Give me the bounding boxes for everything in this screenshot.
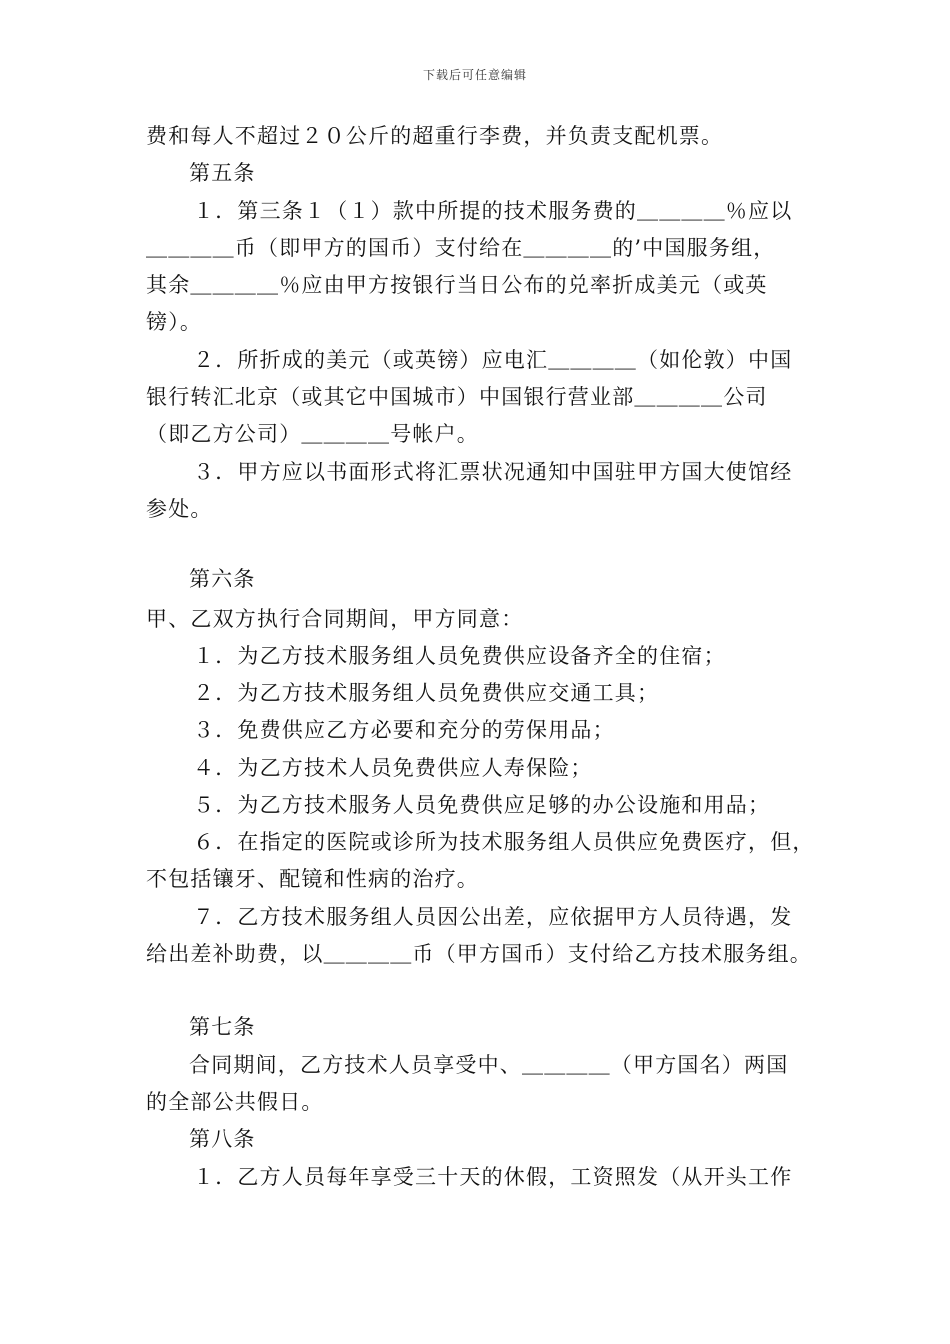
text-line: ３．甲方应以书面形式将汇票状况通知中国驻甲方国大使馆经	[193, 460, 793, 484]
article-heading: 第七条	[189, 1015, 256, 1039]
text-line: 合同期间，乙方技术人员享受中、＿＿＿＿（甲方国名）两国	[189, 1053, 789, 1077]
text-line: ７．乙方技术服务组人员因公出差，应依据甲方人员待遇，发	[193, 905, 793, 929]
text-line: 银行转汇北京（或其它中国城市）中国银行营业部＿＿＿＿公司	[146, 385, 768, 409]
text-line: 其余＿＿＿＿％应由甲方按银行当日公布的兑率折成美元（或英	[146, 273, 768, 297]
text-line: １．乙方人员每年享受三十天的休假，工资照发（从开头工作	[193, 1165, 793, 1189]
text-line: ５．为乙方技术服务人员免费供应足够的办公设施和用品；	[193, 793, 771, 817]
text-line: （即乙方公司）＿＿＿＿号帐户。	[146, 422, 479, 446]
text-line: 参处。	[146, 497, 213, 521]
text-line: ４．为乙方技术人员免费供应人寿保险；	[193, 756, 593, 780]
article-heading: 第六条	[189, 567, 256, 591]
text-line: 不包括镶牙、配镜和性病的治疗。	[146, 867, 479, 891]
text-line: ６．在指定的医院或诊所为技术服务组人员供应免费医疗，但，	[193, 830, 815, 854]
text-line: １．为乙方技术服务组人员免费供应设备齐全的住宿；	[193, 644, 726, 668]
text-line: ２．所折成的美元（或英镑）应电汇＿＿＿＿（如伦敦）中国	[193, 348, 793, 372]
article-heading: 第五条	[189, 161, 256, 185]
text-line: 的全部公共假日。	[146, 1090, 324, 1114]
text-line: 费和每人不超过２０公斤的超重行李费，并负责支配机票。	[146, 124, 724, 148]
text-line: 镑）。	[146, 310, 203, 334]
text-line: １．第三条１（１）款中所提的技术服务费的＿＿＿＿％应以	[193, 199, 793, 223]
text-line: 给出差补助费，以＿＿＿＿币（甲方国币）支付给乙方技术服务组。	[146, 942, 812, 966]
text-line: ＿＿＿＿币（即甲方的国币）支付给在＿＿＿＿的’中国服务组，	[146, 236, 776, 260]
article-heading: 第八条	[189, 1127, 256, 1151]
text-line: ３．免费供应乙方必要和充分的劳保用品；	[193, 718, 615, 742]
page-header: 下载后可任意编辑	[422, 68, 527, 82]
text-line: 甲、乙双方执行合同期间，甲方同意：	[146, 607, 524, 631]
text-line: ２．为乙方技术服务组人员免费供应交通工具；	[193, 681, 660, 705]
